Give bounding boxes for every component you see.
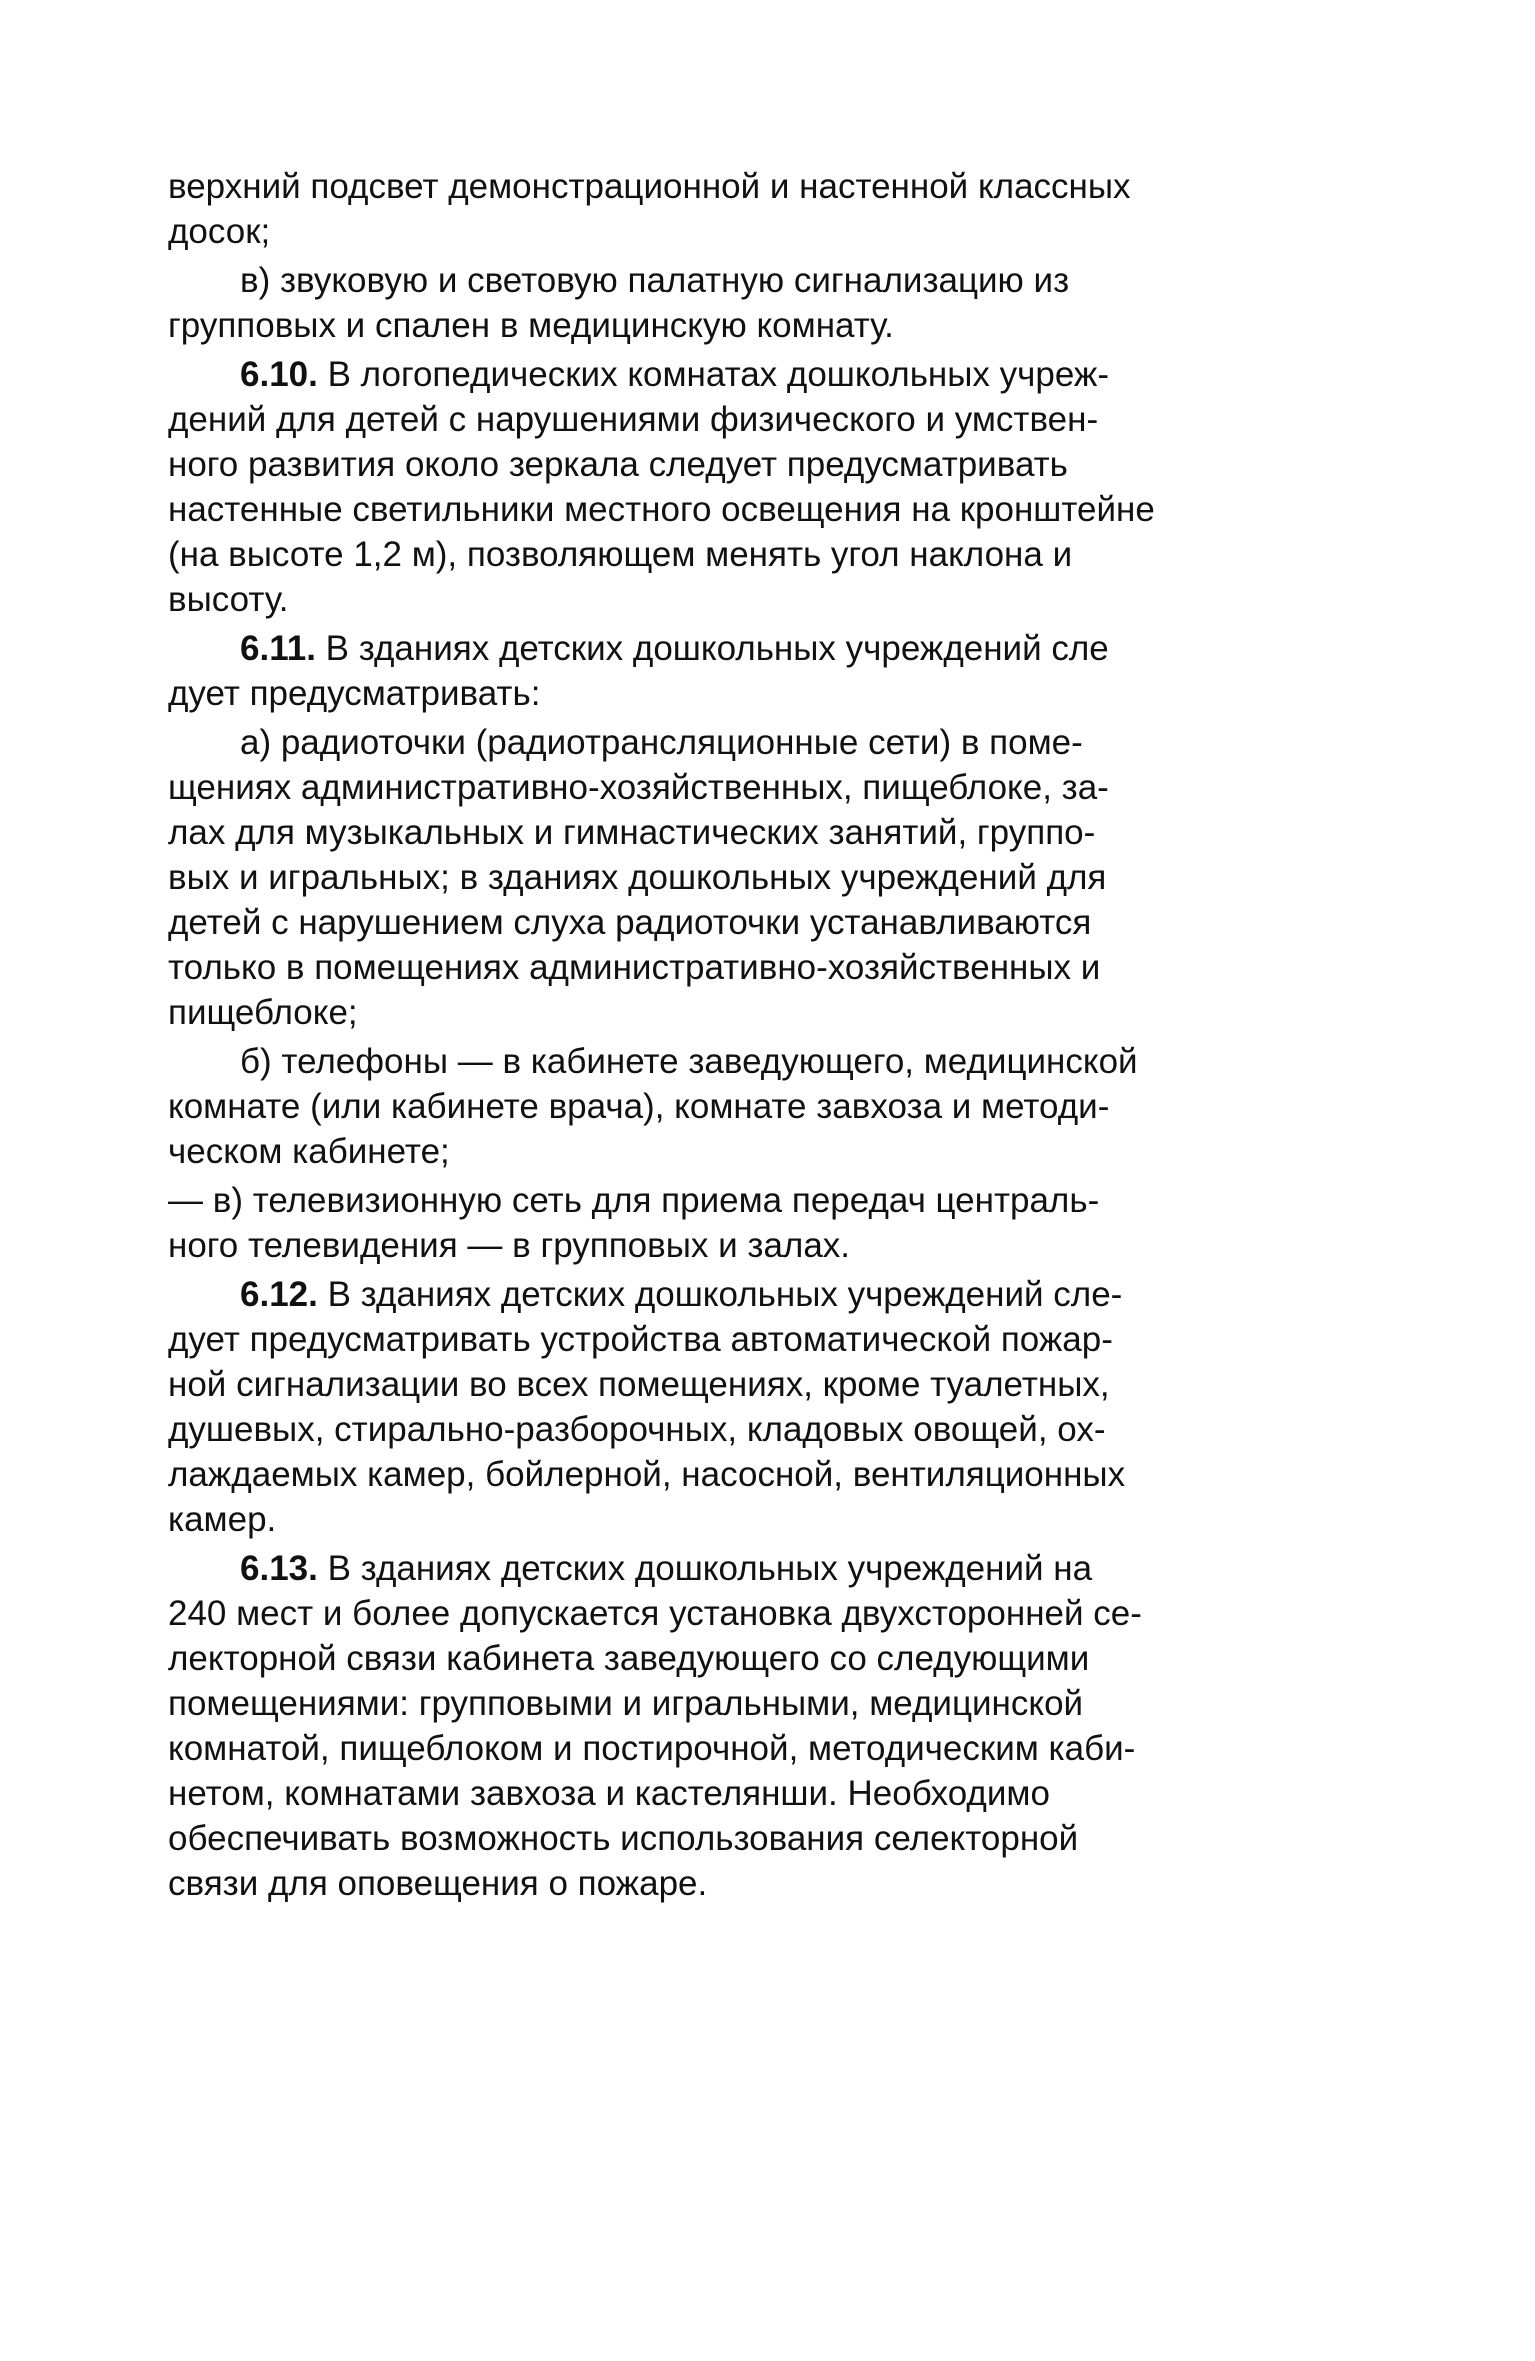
text-line: досок; (168, 212, 271, 251)
text-line: комнатой, пищеблоком и постирочной, методическим каби- (168, 1729, 1136, 1768)
text-line: б) телефоны — в кабинете заведующего, медицинской (240, 1042, 1138, 1081)
section-number: 6.12. (240, 1275, 318, 1314)
text-line: В зданиях детских дошкольных учреждений сле- (327, 1275, 1123, 1314)
section-number: 6.13. (240, 1549, 318, 1588)
text-line: (на высоте 1,2 м), позволяющем менять угол наклона и (168, 535, 1073, 574)
text-line: верхний подсвет демонстрационной и настенной классных (168, 167, 1131, 206)
text-line: высоту. (168, 580, 289, 619)
section-6-11 (168, 626, 1360, 671)
text-line: лекторной связи кабинета заведующего со следующими (168, 1639, 1090, 1678)
text-line: дений для детей с нарушениями физического и умствен- (168, 400, 1099, 439)
text-line: обеспечивать возможность использования селекторной (168, 1819, 1079, 1858)
text-line: дует предусматривать устройства автоматической пожар- (168, 1320, 1113, 1359)
text-line: лаждаемых камер, бойлерной, насосной, вентиляционных (168, 1455, 1126, 1494)
text-line: групповых и спален в медицинскую комнату. (168, 306, 894, 345)
text-line: дует предусматривать: (168, 674, 541, 713)
text-line: детей с нарушением слуха радиоточки устанавливаются (168, 903, 1092, 942)
section-6-12 (168, 1272, 1360, 1317)
section-number: 6.10. (240, 355, 318, 394)
text-line: нетом, комнатами завхоза и кастелянши. Необходимо (168, 1774, 1050, 1813)
text-line: ной сигнализации во всех помещениях, кроме туалетных, (168, 1365, 1110, 1404)
text-line: настенные светильники местного освещения на кронштейне (168, 490, 1155, 529)
text-line: лах для музыкальных и гимнастических занятий, группо- (168, 813, 1096, 852)
text-line: душевых, стирально-разборочных, кладовых овощей, ох- (168, 1410, 1106, 1449)
text-line: ного развития около зеркала следует предусматривать (168, 445, 1068, 484)
text-line: — в) телевизионную сеть для приема передач централь- (168, 1181, 1100, 1220)
text-line: а) радиоточки (радиотрансляционные сети) в поме- (240, 723, 1083, 762)
text-line: 240 мест и более допускается установка двухсторонней се- (168, 1594, 1142, 1633)
text-line: ческом кабинете; (168, 1132, 450, 1171)
text-line: камер. (168, 1500, 277, 1539)
text-line: В зданиях детских дошкольных учреждений на (327, 1549, 1093, 1588)
text-line: ного телевидения — в групповых и залах. (168, 1226, 851, 1265)
text-line: связи для оповещения о пожаре. (168, 1864, 708, 1903)
text-line: щениях административно-хозяйственных, пищеблоке, за- (168, 768, 1109, 807)
text-line: комнате (или кабинете врача), комнате завхоза и методи- (168, 1087, 1110, 1126)
text-line: В логопедических комнатах дошкольных учреж- (327, 355, 1109, 394)
document-page (168, 164, 1360, 1906)
text-line: В зданиях детских дошкольных учреждений сле (325, 629, 1109, 668)
text-line: только в помещениях административно-хозяйственных и (168, 948, 1101, 987)
section-number: 6.11. (240, 629, 316, 668)
text-line: пищеблоке; (168, 993, 358, 1032)
text-line: помещениями: групповыми и игральными, медицинской (168, 1684, 1084, 1723)
text-line: в) звуковую и световую палатную сигнализацию из (240, 261, 1070, 300)
section-6-13 (168, 1546, 1360, 1591)
text-line: вых и игральных; в зданиях дошкольных учреждений для (168, 858, 1107, 897)
section-6-10 (168, 352, 1360, 397)
